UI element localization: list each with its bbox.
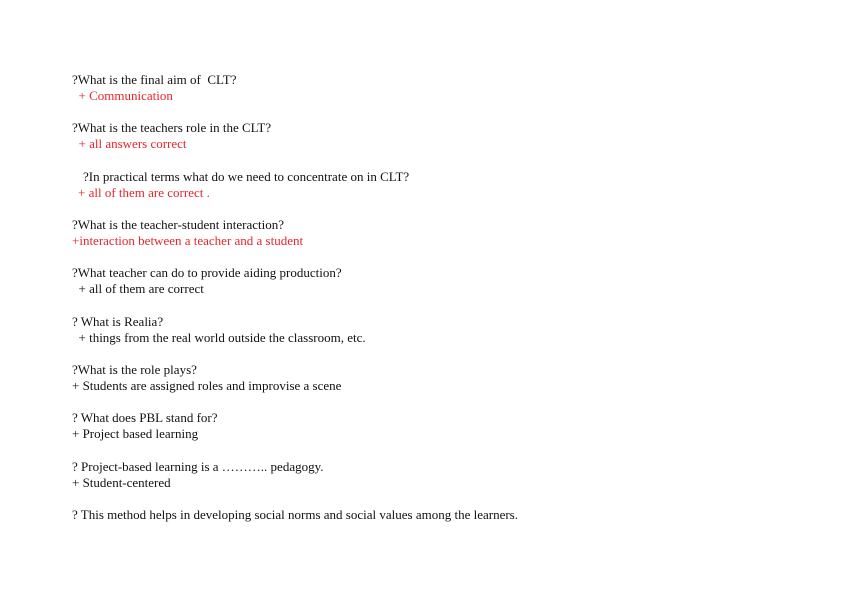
qa-item-9 bbox=[72, 459, 792, 491]
qa-item-1 bbox=[72, 72, 792, 104]
answer-text: + all of them are correct bbox=[72, 281, 204, 296]
question-text: ?What is the teachers role in the CLT? bbox=[72, 120, 272, 135]
qa-item-5 bbox=[72, 265, 792, 297]
qa-item-4 bbox=[72, 217, 792, 249]
answer-text: + things from the real world outside the classroom, etc. bbox=[72, 330, 366, 345]
question-text: ?What is the role plays? bbox=[72, 362, 197, 377]
qa-item-3 bbox=[72, 169, 792, 201]
question-text: ?What is the teacher-student interaction? bbox=[72, 217, 284, 232]
answer-text: + Student-centered bbox=[72, 475, 171, 490]
question-text: ? What does PBL stand for? bbox=[72, 410, 218, 425]
qa-item-2 bbox=[72, 120, 792, 152]
answer-text: + all of them are correct . bbox=[78, 185, 210, 200]
qa-item-8 bbox=[72, 410, 792, 442]
answer-text: + Students are assigned roles and improvise a scene bbox=[72, 378, 342, 393]
qa-item-7 bbox=[72, 362, 792, 394]
answer-text: + Communication bbox=[72, 88, 173, 103]
answer-text: + Project based learning bbox=[72, 426, 199, 441]
answer-text: +interaction between a teacher and a student bbox=[72, 233, 304, 248]
question-text: ? Project-based learning is a ……….. pedagogy. bbox=[72, 459, 324, 474]
answer-text: + all answers correct bbox=[72, 136, 187, 151]
question-text: ?In practical terms what do we need to concentrate on in CLT? bbox=[83, 169, 410, 184]
qa-item-6 bbox=[72, 314, 792, 346]
question-text: ? This method helps in developing social norms and social values among the learners. bbox=[72, 507, 518, 522]
question-text: ?What is the final aim of CLT? bbox=[72, 72, 237, 87]
question-text: ? What is Realia? bbox=[72, 314, 164, 329]
qa-item-10 bbox=[72, 507, 792, 523]
question-text: ?What teacher can do to provide aiding production? bbox=[72, 265, 342, 280]
